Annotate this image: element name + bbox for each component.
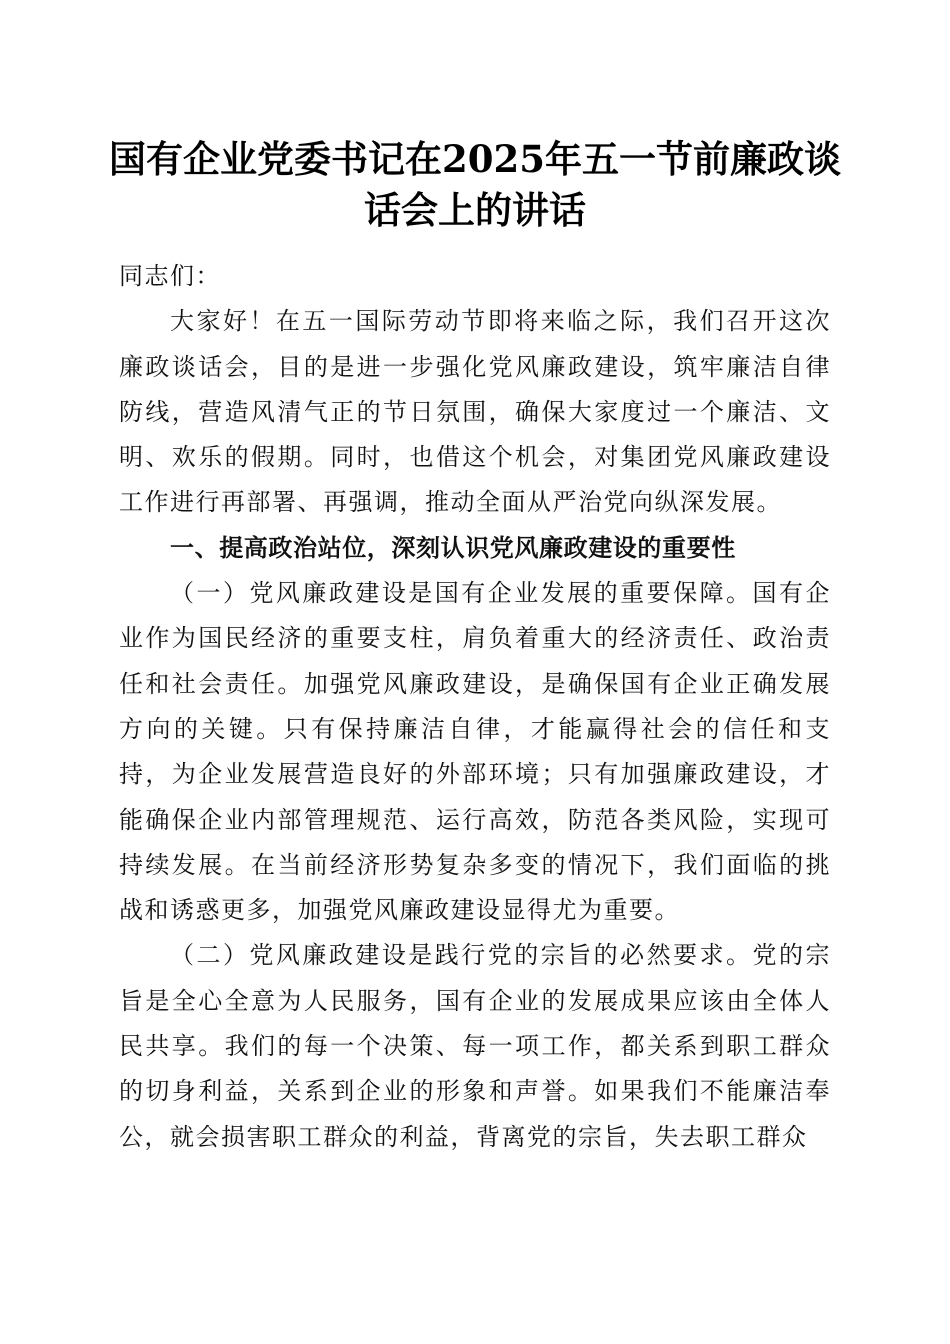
point-two-paragraph: （二）党风廉政建设是践行党的宗旨的必然要求。党的宗旨是全心全意为人民服务，国有企业的发展成果应该由全体人民共享。我们的每一个决策、每一项工作，都关系到职工群众的切身利益，关系到企业的形象和声誉。如果我们不能廉洁奉公，就会损害职工群众的利益，背离党的宗旨，失去职工群众 [119, 941, 831, 1151]
intro-paragraph: 大家好！在五一国际劳动节即将来临之际，我们召开这次廉政谈话会，目的是进一步强化党风廉政建设，筑牢廉洁自律防线，营造风清气正的节日氛围，确保大家度过一个廉洁、文明、欢乐的假期。同时，也借这个机会，对集团党风廉政建设工作进行再部署、再强调，推动全面从严治党向纵深发展。 [119, 307, 831, 517]
point-one-paragraph: （一）党风廉政建设是国有企业发展的重要保障。国有企业作为国民经济的重要支柱，肩负着重大的经济责任、政治责任和社会责任。加强党风廉政建设，是确保国有企业正确发展方向的关键。只有保持廉洁自律，才能赢得社会的信任和支持，为企业发展营造良好的外部环境；只有加强廉政建设，才能确保企业内部管理规范、运行高效，防范各类风险，实现可持续发展。在当前经济形势复杂多变的情况下，我们面临的挑战和诱惑更多，加强党风廉政建设显得尤为重要。 [119, 579, 831, 925]
document-body [119, 254, 831, 1160]
document-title: 国有企业党委书记在2025年五一节前廉政谈话会上的讲话 [109, 137, 841, 232]
section-heading: 一、提高政治站位，深刻认识党风廉政建设的重要性 [170, 533, 736, 562]
salutation: 同志们： [119, 262, 221, 290]
